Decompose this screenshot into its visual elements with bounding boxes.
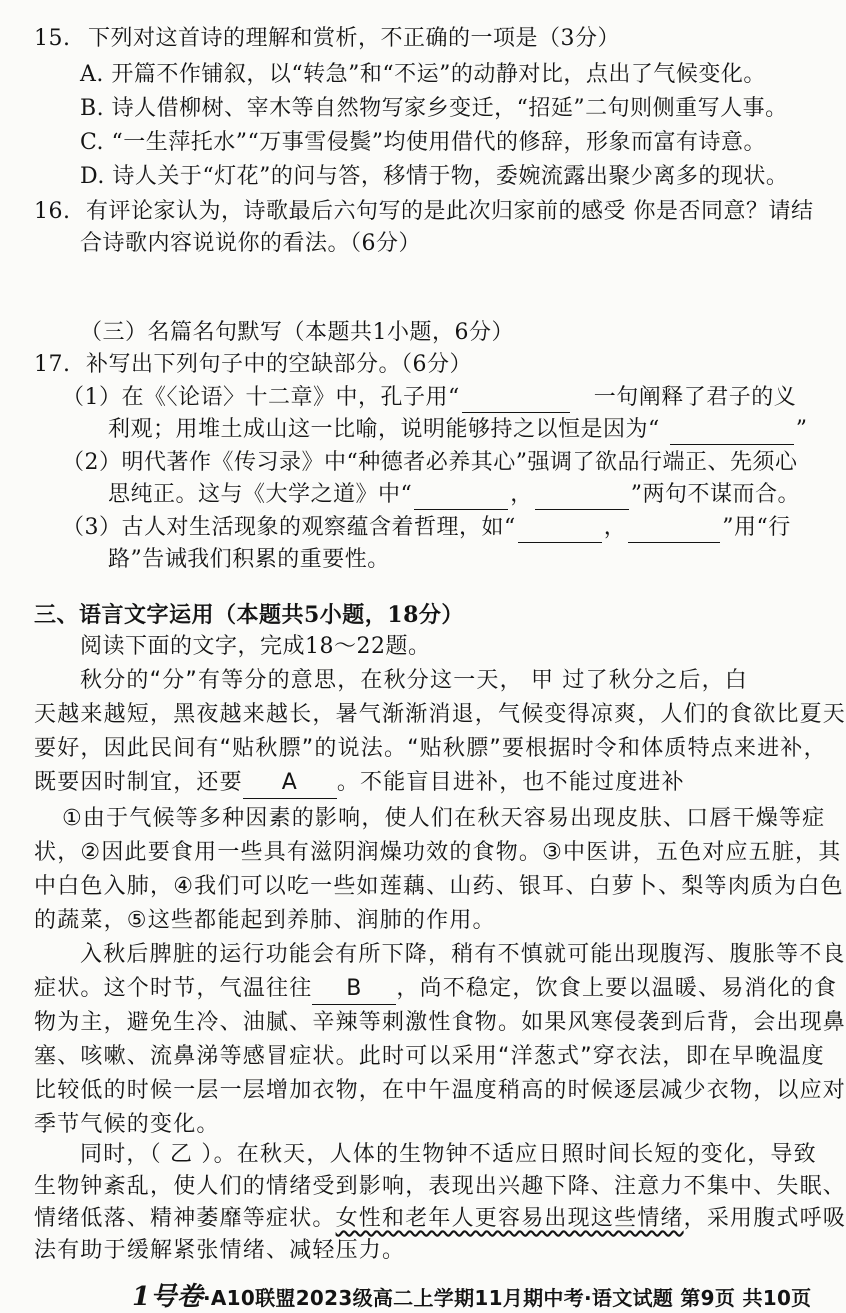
passage-p4-line3-pre: 情绪低落、精神萎靡等症状。 — [34, 1206, 336, 1231]
section-3-subheading: （三）名篇名句默写（本题共1小题，6分） — [80, 320, 514, 345]
passage-p1-line4-pre: 既要因时制宜，还要 — [34, 770, 243, 795]
q15-option-b: B. 诗人借柳树、宰木等自然物写家乡变迁，“招延”二句则侧重写人事。 — [80, 96, 788, 121]
part-3-heading: 三、语言文字运用（本题共5小题，18分） — [34, 602, 464, 628]
q15-option-c: C. “一生萍托水”“万事雪侵鬓”均使用借代的修辞，形象而富有诗意。 — [80, 130, 767, 155]
passage-p2-line1: ①由于气候等多种因素的影响，使人们在秋天容易出现皮肤、口唇干燥等症 — [62, 806, 826, 831]
q17-p1b-text: 利观；用堆土成山这一比喻，说明能够持之以恒是因为“ — [108, 417, 660, 442]
passage-p3-line6: 季节气候的变化。 — [34, 1112, 220, 1137]
passage-p1-line4-post: 。不能盲目进补，也不能过度进补 — [336, 770, 685, 795]
wavy-underlined-sentence: 女性和老年人更容易出现这些情绪 — [335, 1206, 684, 1231]
q17-p3a-post: ”用“行 — [722, 515, 791, 540]
footer-text: ·A10联盟2023级高二上学期11月期中考·语文试题 第9页 共10页 — [203, 1286, 812, 1310]
passage-p1-line4 — [34, 768, 685, 799]
blank-a[interactable]: A — [243, 768, 337, 799]
passage-p3-line3: 物为主，避免生冷、油腻、辛辣等刺激性食物。如果风寒侵袭到后背，会出现鼻 — [34, 1010, 846, 1035]
q16-line-1 — [34, 197, 814, 227]
passage-p2-line4: 的蔬菜，⑤这些都能起到养肺、润肺的作用。 — [34, 908, 496, 933]
passage-p3-line2-pre: 症状。这个时节，气温往往 — [34, 976, 313, 1001]
part-3-intro: 阅读下面的文字，完成18～22题。 — [80, 634, 431, 659]
q17-number: 17. — [34, 352, 71, 377]
answer-blank-6[interactable] — [628, 520, 720, 543]
passage-p4-line1: 同时，（ 乙 ）。在秋天，人体的生物钟不适应日照时间长短的变化，导致 — [80, 1142, 817, 1167]
passage-p1-line3: 要好，因此民间有“贴秋膘”的说法。“贴秋膘”要根据时令和体质特点来进补， — [34, 736, 827, 761]
page-footer — [132, 1276, 811, 1313]
q15-option-d: D. 诗人关于“灯花”的问与答，移情于物，委婉流露出聚少离多的现状。 — [80, 164, 789, 189]
answer-blank-1[interactable] — [462, 390, 570, 413]
q17-p3a-text: （3）古人对生活现象的观察蕴含着哲理，如“ — [62, 515, 516, 540]
q15-option-a: A. 开篇不作铺叙，以“转急”和“不运”的动静对比，点出了气候变化。 — [80, 62, 766, 87]
q17-part2-line1: （2）明代著作《传习录》中“种德者必养其心”强调了欲品行端正、先须心 — [62, 450, 798, 475]
q15-stem: 下列对这首诗的理解和赏析，不正确的一项是（3分） — [88, 26, 620, 51]
passage-p4-line2: 生物钟紊乱，使人们的情绪受到影响，表现出兴趣下降、注意力不集中、失眠、 — [34, 1174, 846, 1199]
passage-p3-line2 — [34, 974, 837, 1005]
answer-blank-4[interactable] — [535, 487, 629, 510]
q17-p1b-post: ” — [795, 417, 808, 442]
q17-p2b-text: 思纯正。这与《大学之道》中“ — [108, 482, 413, 507]
q17-part3-line2: 路”告诫我们积累的重要性。 — [108, 547, 390, 572]
passage-p1-line1: 秋分的“分”有等分的意思，在秋分这一天， 甲 过了秋分之后，白 — [80, 668, 748, 693]
brand-logo: 1号卷 — [132, 1282, 203, 1312]
passage-p3-line5: 比较低的时候一层一层增加衣物，在中午温度稍高的时候逐层减少衣物，以应对 — [34, 1078, 846, 1103]
q17-part2-line2 — [108, 480, 800, 510]
passage-p3-line4: 塞、咳嗽、流鼻涕等感冒症状。此时可以采用“洋葱式”穿衣法，即在早晚温度 — [34, 1044, 825, 1069]
q16-number: 16. — [34, 199, 71, 224]
q16-text-1: 有评论家认为，诗歌最后六句写的是此次归家前的感受 你是否同意？请结 — [86, 199, 814, 224]
q15-number: 15. — [34, 26, 71, 51]
q17-p2b-comma: ， — [510, 482, 533, 507]
q17-part1-line1 — [62, 383, 796, 413]
q17-p1a-text: （1）在《〈论语〉十二章》中，孔子用“ — [62, 385, 460, 410]
passage-p3-line2-post: ，尚不稳定，饮食上要以温暖、易消化的食 — [396, 976, 838, 1001]
passage-p2-line2: 状，②因此要食用一些具有滋阴润燥功效的食物。③中医讲，五色对应五脏，其 — [34, 840, 842, 865]
passage-p2-line3: 中白色入肺，④我们可以吃一些如莲藕、山药、银耳、白萝卜、梨等肉质为白色 — [34, 874, 844, 899]
passage-p1-line2: 天越来越短，黑夜越来越长，暑气渐渐消退，气候变得凉爽，人们的食欲比夏天 — [34, 702, 846, 727]
q16-line-2: 合诗歌内容说说你的看法。（6分） — [80, 231, 421, 256]
q17-stem: 补写出下列句子中的空缺部分。（6分） — [86, 352, 472, 377]
answer-blank-3[interactable] — [414, 487, 508, 510]
answer-blank-2[interactable] — [670, 422, 794, 445]
blank-b[interactable]: B — [312, 974, 396, 1005]
passage-p4-line4: 法有助于缓解紧张情绪、减轻压力。 — [34, 1238, 406, 1263]
q17-stem-line — [34, 350, 472, 380]
q17-part1-line2 — [108, 415, 808, 445]
passage-p4-line3-post: ，采用腹式呼吸 — [683, 1206, 846, 1231]
q17-p1a-post: 一句阐释了君子的义 — [593, 385, 797, 410]
passage-p4-line3 — [34, 1204, 846, 1234]
answer-blank-5[interactable] — [518, 520, 602, 543]
passage-p3-line1: 入秋后脾脏的运行功能会有所下降，稍有不慎就可能出现腹泻、腹胀等不良 — [80, 942, 846, 967]
q15-stem-line — [34, 24, 620, 54]
q17-part3-line1 — [62, 513, 791, 543]
q17-p2b-post: ”两句不谋而合。 — [630, 482, 801, 507]
q17-p3a-comma: ， — [603, 515, 627, 540]
